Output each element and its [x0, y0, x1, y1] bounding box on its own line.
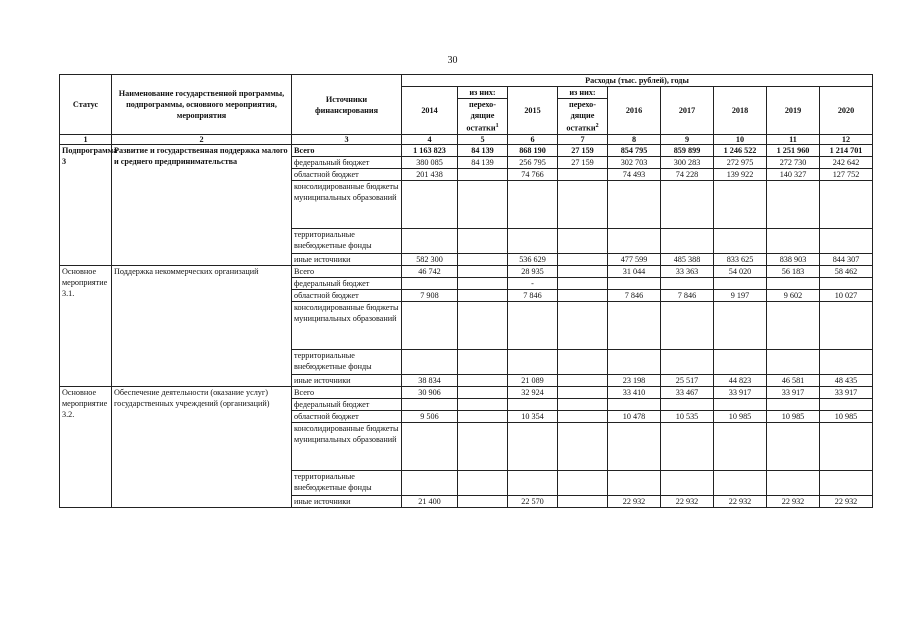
value-cell: 838 903 [767, 254, 820, 266]
financing-table [59, 74, 873, 508]
value-cell: 22 932 [608, 496, 661, 508]
value-cell [458, 302, 508, 350]
value-cell [558, 471, 608, 496]
value-cell [767, 471, 820, 496]
value-cell: 868 190 [508, 145, 558, 157]
value-cell: 10 985 [820, 411, 873, 423]
header-ofwhich-2: из них: [558, 87, 608, 99]
value-cell [767, 399, 820, 411]
header-status: Статус [60, 75, 112, 135]
value-cell [558, 496, 608, 508]
value-cell: 33 917 [820, 387, 873, 399]
value-cell [458, 423, 508, 471]
value-cell: 21 400 [402, 496, 458, 508]
value-cell [458, 411, 508, 423]
value-cell [458, 169, 508, 181]
header-year-2020: 2020 [820, 87, 873, 135]
value-cell [508, 399, 558, 411]
value-cell [714, 229, 767, 254]
value-cell: 859 899 [661, 145, 714, 157]
value-cell: 25 517 [661, 375, 714, 387]
value-cell [661, 302, 714, 350]
header-carryover-2: перехо-дящие остатки$^2$ [558, 99, 608, 135]
value-cell: 84 139 [458, 157, 508, 169]
value-cell [558, 350, 608, 375]
value-cell [508, 229, 558, 254]
value-cell [661, 423, 714, 471]
value-cell [458, 290, 508, 302]
value-cell [508, 302, 558, 350]
source-cell: федеральный бюджет [292, 157, 402, 169]
value-cell: 54 020 [714, 266, 767, 278]
value-cell [820, 471, 873, 496]
value-cell: 7 846 [608, 290, 661, 302]
column-index: 10 [714, 135, 767, 145]
value-cell: 46 581 [767, 375, 820, 387]
value-cell [661, 350, 714, 375]
column-index: 7 [558, 135, 608, 145]
value-cell [558, 181, 608, 229]
source-cell: иные источники [292, 254, 402, 266]
value-cell [820, 423, 873, 471]
value-cell [458, 350, 508, 375]
source-cell: иные источники [292, 496, 402, 508]
value-cell [402, 350, 458, 375]
value-cell: 22 932 [714, 496, 767, 508]
value-cell [661, 399, 714, 411]
value-cell [714, 181, 767, 229]
header-expenses: Расходы (тыс. рублей), годы [402, 75, 873, 87]
value-cell: 21 089 [508, 375, 558, 387]
value-cell [661, 278, 714, 290]
value-cell: 256 795 [508, 157, 558, 169]
value-cell: 140 327 [767, 169, 820, 181]
value-cell [558, 229, 608, 254]
value-cell: 1 251 960 [767, 145, 820, 157]
value-cell: 9 197 [714, 290, 767, 302]
value-cell [458, 399, 508, 411]
value-cell: 477 599 [608, 254, 661, 266]
value-cell [608, 181, 661, 229]
column-index: 4 [402, 135, 458, 145]
value-cell: 23 198 [608, 375, 661, 387]
column-index: 3 [292, 135, 402, 145]
value-cell: 300 283 [661, 157, 714, 169]
value-cell [558, 399, 608, 411]
value-cell: 302 703 [608, 157, 661, 169]
value-cell: 10 985 [767, 411, 820, 423]
source-cell: Всего [292, 387, 402, 399]
value-cell: 10 027 [820, 290, 873, 302]
value-cell [608, 471, 661, 496]
source-cell: иные источники [292, 375, 402, 387]
value-cell: 48 435 [820, 375, 873, 387]
value-cell [402, 399, 458, 411]
value-cell [714, 278, 767, 290]
value-cell: 56 183 [767, 266, 820, 278]
value-cell: 74 766 [508, 169, 558, 181]
value-cell: 33 917 [767, 387, 820, 399]
value-cell: 7 846 [508, 290, 558, 302]
value-cell: 44 823 [714, 375, 767, 387]
source-cell: областной бюджет [292, 169, 402, 181]
name-cell: Обеспечение деятельности (оказание услуг) государственных учреждений (организаций) [112, 387, 292, 508]
source-cell: федеральный бюджет [292, 278, 402, 290]
value-cell: 582 300 [402, 254, 458, 266]
header-year-2014: 2014 [402, 87, 458, 135]
source-cell: Всего [292, 145, 402, 157]
value-cell [820, 302, 873, 350]
column-index: 1 [60, 135, 112, 145]
value-cell [767, 423, 820, 471]
value-cell [714, 350, 767, 375]
value-cell: 9 602 [767, 290, 820, 302]
value-cell: 10 478 [608, 411, 661, 423]
column-index: 2 [112, 135, 292, 145]
column-index: 9 [661, 135, 714, 145]
value-cell: 38 834 [402, 375, 458, 387]
header-year-2017: 2017 [661, 87, 714, 135]
value-cell: 9 506 [402, 411, 458, 423]
value-cell [558, 423, 608, 471]
value-cell: 33 917 [714, 387, 767, 399]
header-ofwhich-1: из них: [458, 87, 508, 99]
value-cell: 22 932 [767, 496, 820, 508]
value-cell: 272 730 [767, 157, 820, 169]
column-index: 8 [608, 135, 661, 145]
value-cell [661, 229, 714, 254]
value-cell: 242 642 [820, 157, 873, 169]
value-cell: 33 467 [661, 387, 714, 399]
value-cell [402, 278, 458, 290]
table-row [60, 266, 873, 278]
value-cell [458, 266, 508, 278]
header-year-2019: 2019 [767, 87, 820, 135]
value-cell [558, 290, 608, 302]
header-carryover-1: перехо-дящие остатки$^1$ [458, 99, 508, 135]
value-cell [558, 375, 608, 387]
value-cell: 7 908 [402, 290, 458, 302]
value-cell: 485 388 [661, 254, 714, 266]
value-cell: 33 363 [661, 266, 714, 278]
table-row [60, 387, 873, 399]
value-cell: 27 159 [558, 145, 608, 157]
value-cell [508, 423, 558, 471]
value-cell [458, 254, 508, 266]
source-cell: федеральный бюджет [292, 399, 402, 411]
value-cell [558, 254, 608, 266]
source-cell: Всего [292, 266, 402, 278]
page-number: 30 [447, 55, 458, 66]
value-cell: 33 410 [608, 387, 661, 399]
value-cell [714, 423, 767, 471]
value-cell [608, 399, 661, 411]
value-cell: 10 535 [661, 411, 714, 423]
value-cell: 272 975 [714, 157, 767, 169]
value-cell [402, 302, 458, 350]
value-cell [558, 411, 608, 423]
value-cell [458, 375, 508, 387]
value-cell [767, 278, 820, 290]
value-cell [820, 278, 873, 290]
value-cell [458, 229, 508, 254]
header-year-2016: 2016 [608, 87, 661, 135]
column-index: 11 [767, 135, 820, 145]
value-cell [458, 387, 508, 399]
value-cell: 84 139 [458, 145, 508, 157]
source-cell: территориальные внебюджетные фонды [292, 471, 402, 496]
value-cell [767, 302, 820, 350]
value-cell: 22 932 [820, 496, 873, 508]
value-cell: 28 935 [508, 266, 558, 278]
value-cell: 201 438 [402, 169, 458, 181]
value-cell [508, 350, 558, 375]
value-cell: 22 570 [508, 496, 558, 508]
value-cell [558, 387, 608, 399]
name-cell: Развитие и государственная поддержка малого и среднего предпринимательства [112, 145, 292, 266]
value-cell: 139 922 [714, 169, 767, 181]
value-cell [558, 278, 608, 290]
value-cell [402, 181, 458, 229]
value-cell: 31 044 [608, 266, 661, 278]
value-cell: 32 924 [508, 387, 558, 399]
value-cell [608, 278, 661, 290]
value-cell [820, 399, 873, 411]
value-cell [820, 350, 873, 375]
name-cell: Поддержка некоммерческих организаций [112, 266, 292, 387]
column-index-row [60, 135, 873, 145]
value-cell [458, 496, 508, 508]
status-cell: Основное мероприятие 3.1. [60, 266, 112, 387]
source-cell: областной бюджет [292, 411, 402, 423]
column-index: 6 [508, 135, 558, 145]
value-cell [458, 471, 508, 496]
source-cell: консолидированные бюджеты муниципальных образований [292, 302, 402, 350]
value-cell: 27 159 [558, 157, 608, 169]
value-cell [402, 423, 458, 471]
value-cell [608, 229, 661, 254]
value-cell: 74 493 [608, 169, 661, 181]
value-cell: 1 214 701 [820, 145, 873, 157]
value-cell [767, 350, 820, 375]
value-cell [608, 350, 661, 375]
value-cell: 10 354 [508, 411, 558, 423]
value-cell [714, 471, 767, 496]
value-cell: 380 085 [402, 157, 458, 169]
value-cell: 833 625 [714, 254, 767, 266]
table-row [60, 145, 873, 157]
value-cell [820, 181, 873, 229]
value-cell [661, 471, 714, 496]
value-cell: 74 228 [661, 169, 714, 181]
value-cell [714, 399, 767, 411]
source-cell: территориальные внебюджетные фонды [292, 229, 402, 254]
value-cell [558, 266, 608, 278]
value-cell [714, 302, 767, 350]
column-index: 5 [458, 135, 508, 145]
value-cell [508, 181, 558, 229]
status-cell: Подпрограмма 3 [60, 145, 112, 266]
value-cell [608, 423, 661, 471]
header-year-2015: 2015 [508, 87, 558, 135]
value-cell: - [508, 278, 558, 290]
value-cell: 127 752 [820, 169, 873, 181]
value-cell [608, 302, 661, 350]
source-cell: территориальные внебюджетные фонды [292, 350, 402, 375]
value-cell [661, 181, 714, 229]
value-cell: 536 629 [508, 254, 558, 266]
value-cell [767, 229, 820, 254]
value-cell: 46 742 [402, 266, 458, 278]
status-cell: Основное мероприятие 3.2. [60, 387, 112, 508]
value-cell: 7 846 [661, 290, 714, 302]
source-cell: консолидированные бюджеты муниципальных образований [292, 423, 402, 471]
header-year-2018: 2018 [714, 87, 767, 135]
value-cell [508, 471, 558, 496]
value-cell [820, 229, 873, 254]
source-cell: консолидированные бюджеты муниципальных образований [292, 181, 402, 229]
column-index: 12 [820, 135, 873, 145]
value-cell: 1 246 522 [714, 145, 767, 157]
value-cell: 10 985 [714, 411, 767, 423]
value-cell [767, 181, 820, 229]
source-cell: областной бюджет [292, 290, 402, 302]
value-cell [458, 278, 508, 290]
value-cell: 854 795 [608, 145, 661, 157]
value-cell [558, 302, 608, 350]
header-name: Наименование государственной программы, подпрограммы, основного мероприятия, мероприятия [112, 75, 292, 135]
header-sources: Источники финансирования [292, 75, 402, 135]
value-cell [458, 181, 508, 229]
value-cell: 1 163 823 [402, 145, 458, 157]
value-cell [402, 229, 458, 254]
value-cell: 22 932 [661, 496, 714, 508]
value-cell: 844 307 [820, 254, 873, 266]
value-cell: 58 462 [820, 266, 873, 278]
value-cell [402, 471, 458, 496]
value-cell [558, 169, 608, 181]
value-cell: 30 906 [402, 387, 458, 399]
